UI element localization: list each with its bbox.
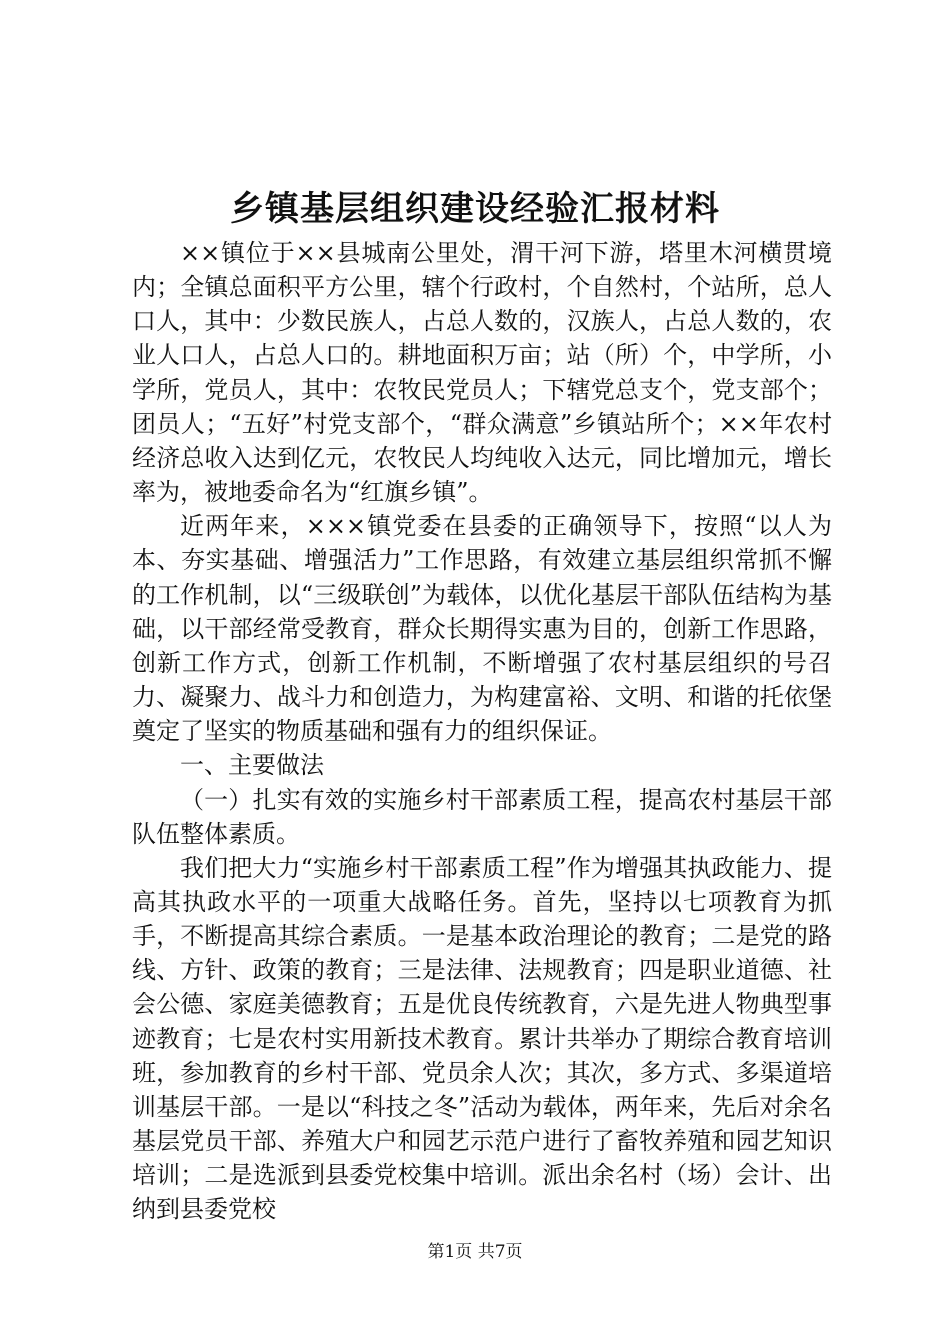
- page-footer: 第1页 共7页: [427, 1242, 523, 1262]
- paragraph-training: 我们把大力“实施乡村干部素质工程”作为增强其执政能力、提高其执政水平的一项重大战略任务。首先，坚持以七项教育为抓手，不断提高其综合素质。一是基本政治理论的教育；二是党的路线、方针、政策的教育；三是法律、法规教育；四是职业道德、社会公德、家庭美德教育；五是优良传统教育，六是先进人物典型事迹教育；七是农村实用新技术教育。累计共举办了期综合教育培训班，参加教育的乡村干部、党员余人次；其次，多方式、多渠道培训基层干部。一是以“科技之冬”活动为载体，两年来，先后对余名基层党员干部、养殖大户和园艺示范户进行了畜牧养殖和园艺知识培训；二是选派到县委党校集中培训。派出余名村（场）会计、出纳到县委党校: [132, 853, 832, 1224]
- document-title: 乡镇基层组织建设经验汇报材料: [230, 189, 720, 229]
- document-body: [132, 236, 832, 1227]
- subsection-heading: （一）扎实有效的实施乡村干部素质工程，提高农村基层干部队伍整体素质。: [132, 785, 832, 848]
- paragraph-overview: ××镇位于××县城南公里处，渭干河下游，塔里木河横贯境内；全镇总面积平方公里，辖个行政村，个自然村，个站所，总人口人，其中：少数民族人，占总人数的，汉族人，占总人数的，农业人口人，占总人口的。耕地面积万亩；站（所）个，中学所，小学所，党员人，其中：农牧民党员人；下辖党总支个，党支部个；团员人；“五好”村党支部个，“群众满意”乡镇站所个；××年农村经济总收入达到亿元，农牧民人均纯收入达元，同比增加元，增长率为，被地委命名为“红旗乡镇”。: [132, 239, 832, 507]
- section-heading: 一、主要做法: [180, 751, 324, 780]
- paragraph-summary: 近两年来，×××镇党委在县委的正确领导下，按照“以人为本、夯实基础、增强活力”工作思路，有效建立基层组织常抓不懈的工作机制，以“三级联创”为载体，以优化基层干部队伍结构为基础，以干部经常受教育，群众长期得实惠为目的，创新工作思路，创新工作方式，创新工作机制，不断增强了农村基层组织的号召力、凝聚力、战斗力和创造力，为构建富裕、文明、和谐的托依堡奠定了坚实的物质基础和强有力的组织保证。: [132, 512, 832, 746]
